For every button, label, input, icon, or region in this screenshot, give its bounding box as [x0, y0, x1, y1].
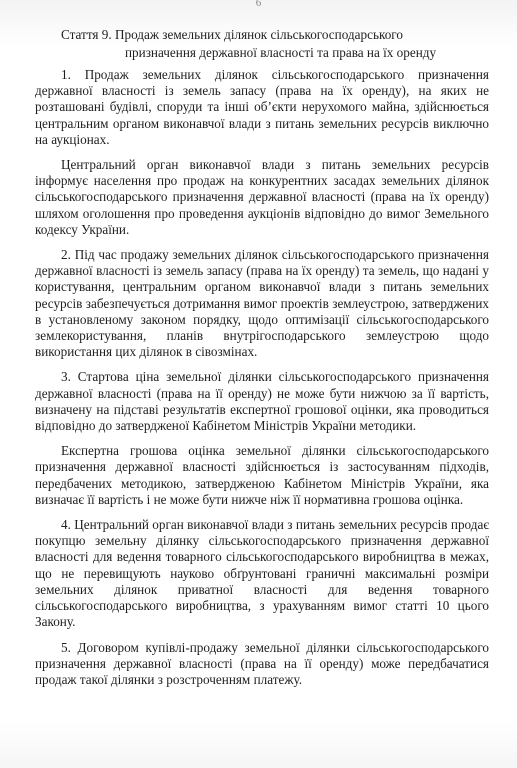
paragraph-7: 5. Договором купівлі-продажу земельної ділянки сільськогосподарського призначення державної власності (права на її оренду) може передбачатися продаж такої ділянки з розстроченням платежу.	[35, 639, 489, 687]
paragraph-2: Центральний орган виконавчої влади з питань земельних ресурсів інформує населення про продаж на конкурентних засадах земельних ділянок сільськогосподарського призначення державної власності (права на їх оренду) шляхом оголошення про проведення аукціонів відповідно до вимог Земельного кодексу України.	[35, 157, 489, 237]
paragraph-5: Експертна грошова оцінка земельної ділянки сільськогосподарського призначення державної власності здійснюється із застосуванням підходів, передбачених методикою, затвердженою Кабінетом Міністрів України, яка визначає її вартість і не може бути нижче ніж її нормативна грошова оцінка.	[35, 443, 489, 507]
paragraph-4: 3. Стартова ціна земельної ділянки сільськогосподарського призначення державної власності (права на її оренду) не може бути нижчою за її вартість, визначену на підставі результатів експертної грошової оцінки, яка проводиться відповідно до затвердженої Кабінетом Міністрів України методики.	[35, 369, 489, 434]
article-body	[35, 67, 489, 697]
page-number: 6	[255, 0, 262, 9]
paragraph-6: 4. Центральний орган виконавчої влади з питань земельних ресурсів продає покупцю земельну ділянку сільськогосподарського призначення державної власності для ведення товарного сільськогосподарського виробництва в межах, що не перевищують науково обґрунтовані граничні максимальні розміри земельних ділянок приватної власності для ведення товарного сільськогосподарського виробництва, з урахуванням вимог статті 10 цього Закону.	[35, 517, 489, 630]
paragraph-1: 1. Продаж земельних ділянок сільськогосподарського призначення державної власності із земель запасу (права на їх оренду), на яких не розташовані будівлі, споруди та інші об’єкти нерухомого майна, здійснюється центральним органом виконавчої влади з питань земельних ресурсів виключно на аукціонах.	[35, 67, 489, 147]
article-title	[35, 26, 495, 62]
paragraph-3: 2. Під час продажу земельних ділянок сільськогосподарського призначення державної власності із земель запасу (права на їх оренду) та земель, що надані у користування, центральним органом виконавчої влади з питань земельних ресурсів забезпечується дотримання вимог проектів землеустрою, затверджених в установленому законом порядку, щодо оптимізації сільськогосподарського землекористування, планів внутрігосподарського землеустрою щодо використання цих ділянок в сівозмінах.	[35, 247, 489, 360]
article-title-line-1: Стаття 9. Продаж земельних ділянок сільськогосподарського	[61, 27, 403, 42]
article-title-line-2: призначення державної власності та права на їх оренду	[125, 45, 437, 60]
